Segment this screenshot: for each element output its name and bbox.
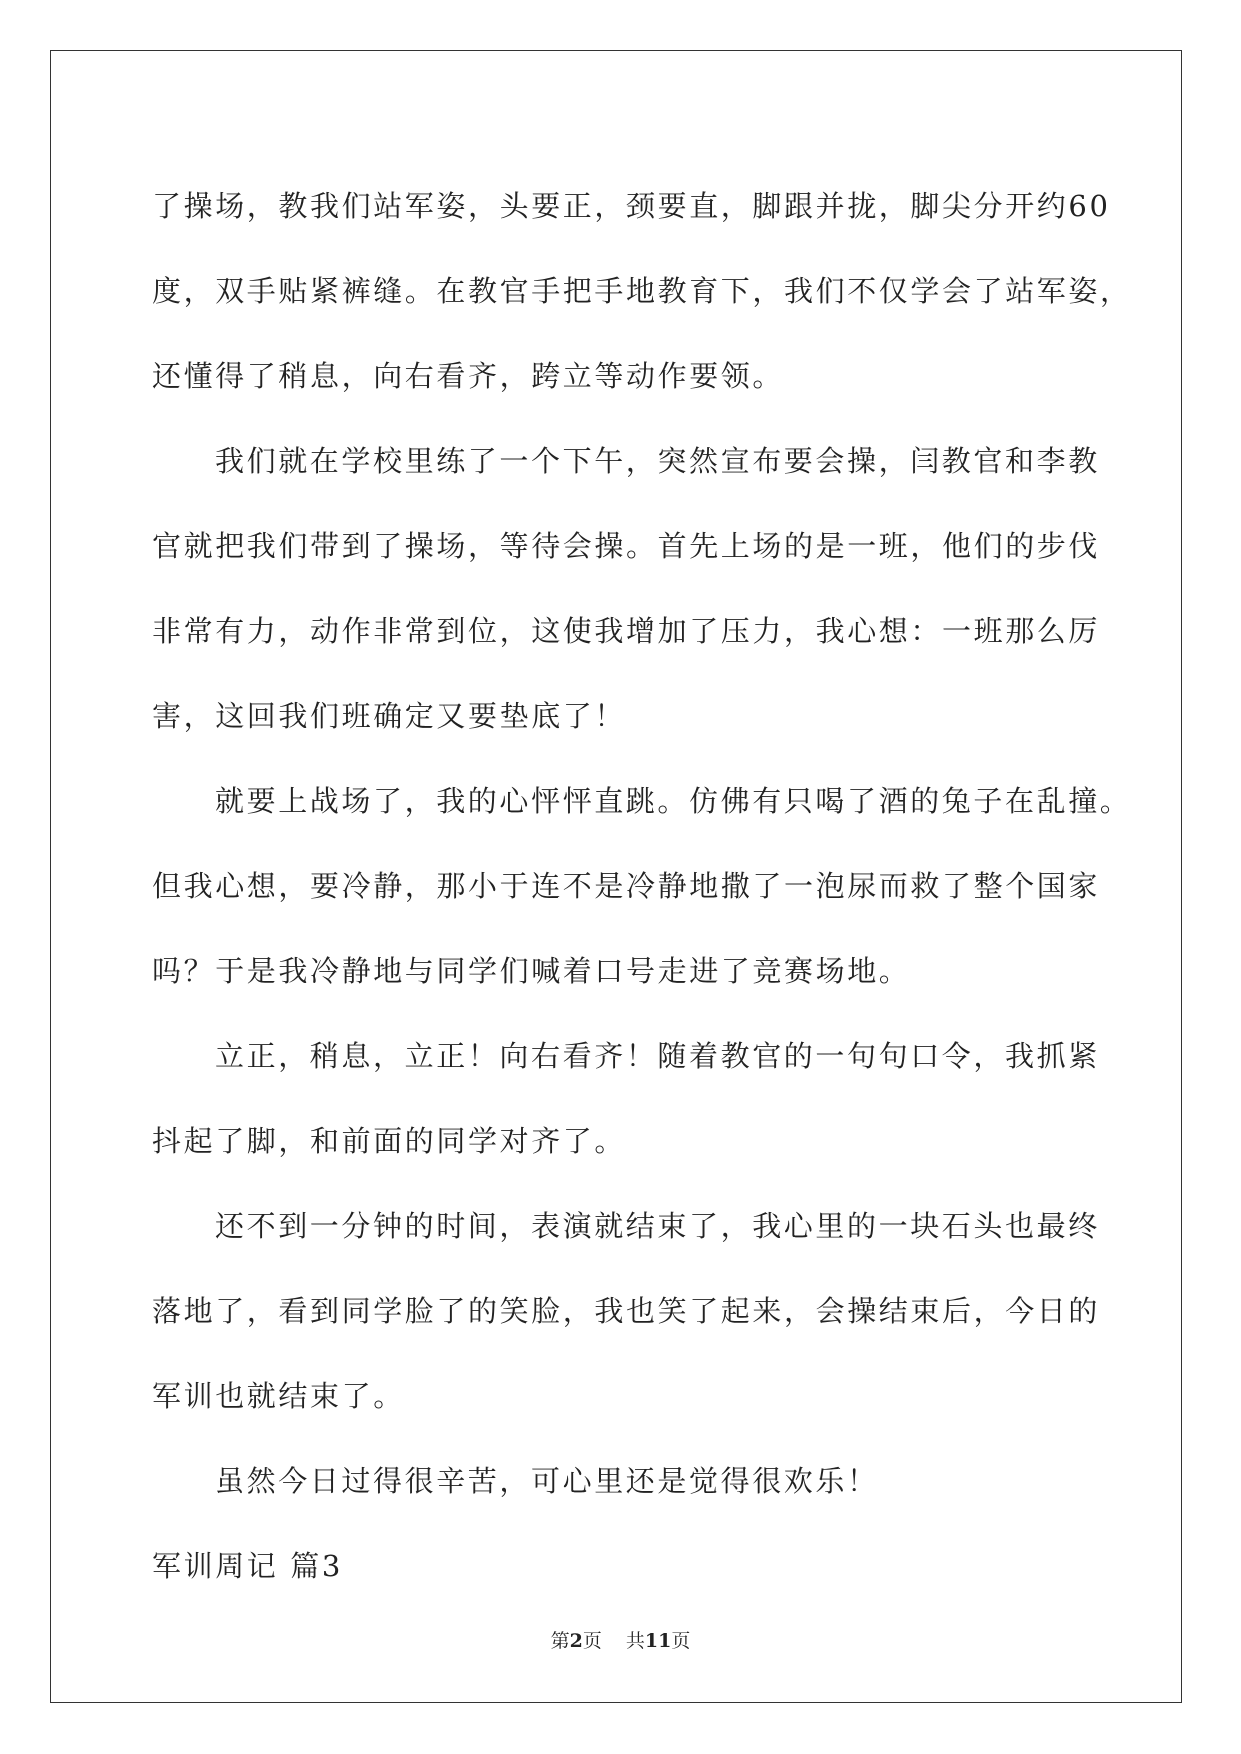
document-body (152, 164, 1132, 1609)
footer-prefix: 第 (550, 1630, 570, 1652)
footer-total-pages: 11 (644, 1630, 672, 1652)
text-line: 非常有力，动作非常到位，这使我增加了压力，我心想：一班那么厉 (152, 614, 1101, 648)
text-line: 但我心想，要冷静，那小于连不是冷静地撒了一泡尿而救了整个国家 (152, 869, 1101, 903)
text-line: 军训也就结束了。 (152, 1379, 405, 1413)
text-line: 抖起了脚，和前面的同学对齐了。 (152, 1124, 627, 1158)
footer-page-unit: 页 (582, 1630, 602, 1652)
paragraph-start-line: 我们就在学校里练了一个下午，突然宣布要会操，闫教官和李教 (215, 444, 1100, 478)
footer-page-number: 2 (569, 1630, 583, 1652)
footer-total-unit: 页 (671, 1630, 691, 1652)
paragraph-start-line: 虽然今日过得很辛苦，可心里还是觉得很欢乐！ (215, 1464, 879, 1498)
page-footer (0, 1626, 1241, 1653)
text-line: 吗？于是我冷静地与同学们喊着口号走进了竞赛场地。 (152, 954, 911, 988)
section-heading: 军训周记 篇3 (152, 1549, 343, 1583)
text-line: 官就把我们带到了操场，等待会操。首先上场的是一班，他们的步伐 (152, 529, 1101, 563)
text-line: 了操场，教我们站军姿，头要正，颈要直，脚跟并拢，脚尖分开约60 (152, 189, 1111, 223)
text-line: 落地了，看到同学脸了的笑脸，我也笑了起来，会操结束后，今日的 (152, 1294, 1101, 1328)
paragraph-start-line: 还不到一分钟的时间，表演就结束了，我心里的一块石头也最终 (215, 1209, 1100, 1243)
text-line: 害，这回我们班确定又要垫底了！ (152, 699, 627, 733)
paragraph-start-line: 立正，稍息，立正！向右看齐！随着教官的一句句口令，我抓紧 (215, 1039, 1100, 1073)
paragraph-start-line: 就要上战场了，我的心怦怦直跳。仿佛有只喝了酒的兔子在乱撞。 (215, 784, 1132, 818)
text-line: 度，双手贴紧裤缝。在教官手把手地教育下，我们不仅学会了站军姿， (152, 274, 1132, 308)
text-line: 还懂得了稍息，向右看齐，跨立等动作要领。 (152, 359, 785, 393)
footer-total-prefix: 共 (625, 1630, 645, 1652)
